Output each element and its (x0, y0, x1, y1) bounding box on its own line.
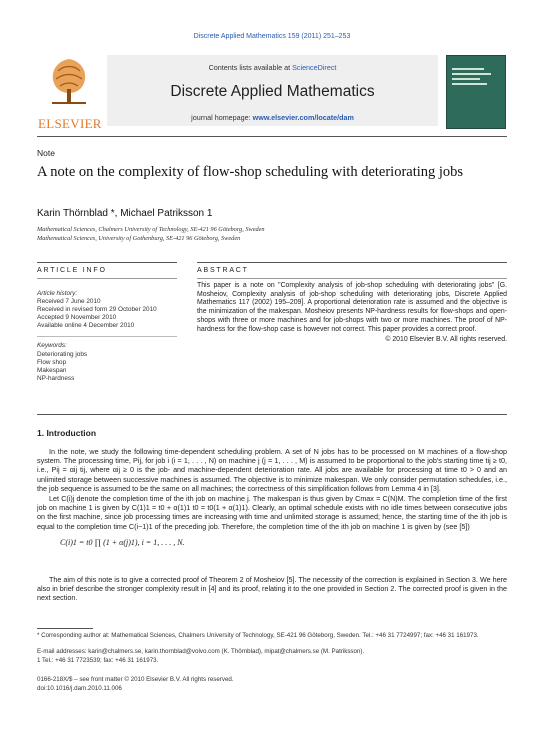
issn-line: 0166-218X/$ – see front matter © 2010 Elsevier B.V. All rights reserved. (37, 676, 234, 683)
history-online: Available online 4 December 2010 (37, 322, 135, 330)
info-divider (37, 336, 177, 337)
history-accepted: Accepted 9 November 2010 (37, 314, 117, 322)
abstract-copyright: © 2010 Elsevier B.V. All rights reserved. (385, 336, 507, 344)
abstract-heading: ABSTRACT (197, 267, 249, 274)
affiliation-1: Mathematical Sciences, Chalmers University of Technology, SE-421 96 Göteborg, Sweden (37, 226, 265, 233)
keywords-label: Keywords: (37, 342, 67, 350)
footnote-email: E-mail addresses: karin@chalmers.se, karin.thornblad@volvo.com (K. Thörnblad), mipat@chalmers.se (M. Patriksson). (37, 648, 365, 655)
abstract-sub-rule (197, 278, 507, 279)
article-info-heading: ARTICLE INFO (37, 267, 107, 274)
intro-paragraph-3: The aim of this note is to give a corrected proof of Theorem 2 of Mosheiov [5]. The necessity of the correction is explained in Section 3. We here also in brief describe the stronger complexity result in [4] and its proof, relating it to the one provided in Section 2. The corrected proof is given in the next section. (37, 575, 507, 603)
article-info (37, 290, 177, 383)
footnote-rule (37, 628, 93, 629)
keyword: Makespan (37, 366, 67, 374)
abstract-text: This paper is a note on "Complexity analysis of job-shop scheduling with deteriorating jobs" [G. Mosheiov, Complexity analysis of job-shop scheduling with deteriorating jobs, Discrete Applied Mathematics 117 (2002) 195–209]. A proportional deterioration rate is assumed and the objective is the minimization of the makespan. Mosheiov presents NP-hardness results for flow-shops and open-shops with three or more machines and for job-shops with two or more machines. The proof of NP-hardness for the flow-shop case is however not correct. This paper provides a correct proof. (197, 282, 507, 333)
history-label: Article history: (37, 290, 78, 297)
journal-citation[interactable]: Discrete Applied Mathematics 159 (2011) 251–253 (193, 33, 351, 40)
contents-prefix: Contents lists available at (208, 63, 293, 72)
header-rule (37, 136, 507, 137)
article-type: Note (37, 148, 55, 158)
homepage-line (107, 113, 438, 122)
keyword: Flow shop (37, 358, 67, 366)
history-revised: Received in revised form 29 October 2010 (37, 306, 157, 314)
footnote-tel: 1 Tel.: +46 31 7723539; fax: +46 31 161973. (37, 657, 159, 664)
journal-title: Discrete Applied Mathematics (170, 83, 375, 100)
keyword: NP-hardness (37, 374, 75, 382)
abstract-body (197, 282, 507, 345)
elsevier-wordmark: ELSEVIER (38, 116, 102, 131)
section-heading-introduction: 1. Introduction (37, 428, 97, 438)
history-received: Received 7 June 2010 (37, 298, 101, 306)
keyword: Deteriorating jobs (37, 350, 88, 358)
footnote-corresponding: * Corresponding author at: Mathematical Sciences, Chalmers University of Technology, SE-421 96 Göteborg, Sweden. Tel.: +46 31 7724997; fax: +46 31 161973. (37, 632, 479, 639)
journal-cover-image (446, 55, 506, 129)
affiliation-2: Mathematical Sciences, University of Gothenburg, SE-421 96 Göteborg, Sweden (37, 235, 241, 242)
abstract-top-rule (197, 262, 507, 263)
sciencedirect-link[interactable]: ScienceDirect (292, 63, 337, 72)
doi-link[interactable]: doi:10.1016/j.dam.2010.11.006 (37, 685, 122, 692)
author-list: Karin Thörnblad *, Michael Patriksson 1 (37, 208, 213, 219)
journal-cover-title-lines (452, 68, 498, 88)
elsevier-tree-logo (44, 55, 94, 107)
article-info-top-rule (37, 262, 177, 263)
intro-paragraph-2: Let C(i)j denote the completion time of the ith job on machine j. The makespan is thus given by Cmax = C(N)M. The completion time of the first job on machine 1 is given by C(1)1 = t0 + α(1)1 t0 = t0(1 + α(1)1). Clearly, an optimal schedule exists with no idle times between consecutive jobs on the first machine, since job processing times are increasing with time and unlimited storage is assumed; hence, the starting time of the ith job is equal to the completion time C(i−1)1 of the preceding job. Therefore, the completion time of the ith job on machine 1 is given by (see [5]) (37, 494, 507, 531)
contents-line (107, 63, 438, 72)
homepage-link[interactable]: www.elsevier.com/locate/dam (252, 113, 354, 122)
article-title: A note on the complexity of flow-shop scheduling with deteriorating jobs (37, 164, 464, 180)
intro-paragraph-1: In the note, we study the following time-dependent scheduling problem. A set of N jobs has to be processed on M machines of a flow-shop system. The processing time, Pij, for job i (i = 1, . . . , N) on machine j (j = 1, . . . , M) is assumed to be proportional to the job's starting time tij ≥ t0, i.e., Pij = αij tij, where αij ≥ 0 is the job- and machine-dependent deterioration rate. All jobs are available for processing at time t0 > 0 and an unlimited storage between successive machines is assumed. The objective is to minimize makespan. We only consider permutation schedules, i.e., the job sequence is assumed to be the same on all machines; the correctness of this simplification follows from Lemma 4 in [3]. (37, 447, 507, 493)
homepage-prefix: journal homepage: (191, 113, 253, 122)
completion-time-formula: C(i)1 = t0 ∏ (1 + α(j)1), i = 1, . . . , N. (60, 538, 185, 547)
article-info-sub-rule (37, 278, 177, 279)
abstract-bottom-rule (37, 414, 507, 415)
